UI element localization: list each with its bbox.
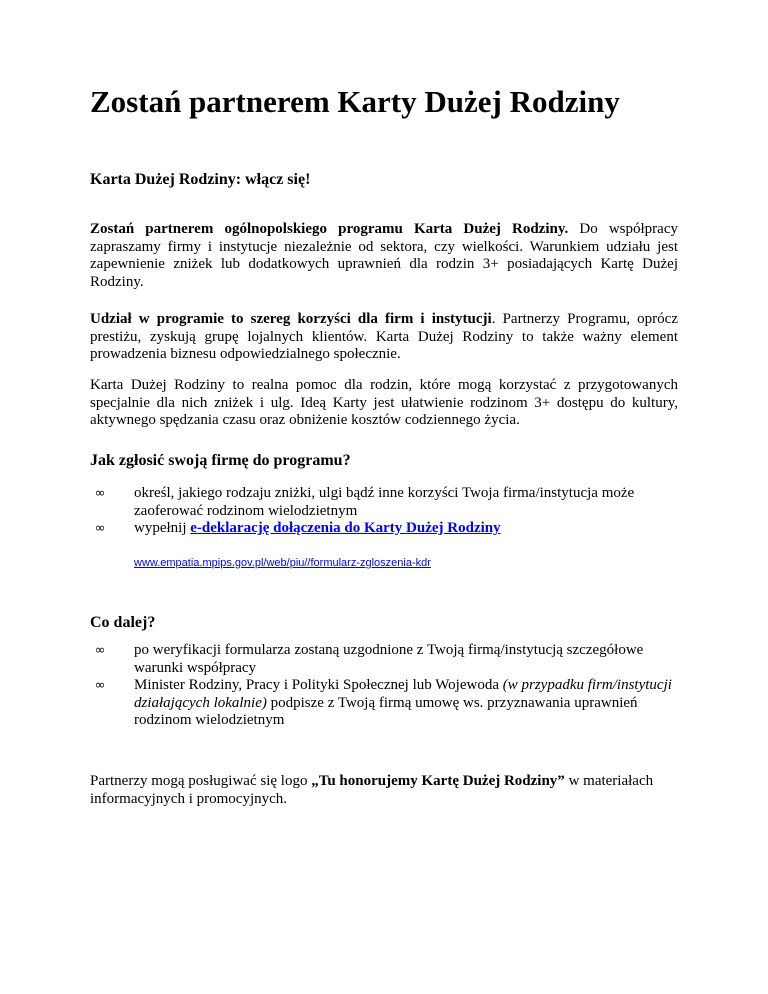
e-declaration-link[interactable]: e-deklarację dołączenia do Karty Dużej Rodziny xyxy=(190,520,501,537)
paragraph-invitation xyxy=(90,221,678,291)
paragraph-benefits-bold: Udział w programie to szereg korzyści dla firm i instytucji xyxy=(90,311,492,327)
paragraph-invitation-text: Do współpracy zapraszamy firmy i instytucje niezależnie od sektora, czy wielkości. Warunkiem udziału jest zapewnienie zniżek lub dodatkowych uprawnień dla rodzin 3+ posiadających Kartę Dużej Rodziny. xyxy=(90,221,678,290)
paragraph-benefits xyxy=(90,311,678,364)
bullet-infinity-icon: ∞ xyxy=(94,678,106,694)
list-item-text: Minister Rodziny, Pracy i Polityki Społecznej lub Wojewoda xyxy=(134,677,503,694)
apply-steps-list xyxy=(90,485,678,538)
list-item xyxy=(90,520,678,538)
logo-info-suffix: w materiałach informacyjnych i promocyjnych. xyxy=(90,773,654,807)
logo-info-prefix: Partnerzy mogą posługiwać się logo xyxy=(90,773,312,789)
list-item-text: określ, jakiego rodzaju zniżki, ulgi bądź inne korzyści Twoja firma/instytucja może zaoferować rodzinom wielodzietnym xyxy=(134,485,635,519)
bullet-infinity-icon: ∞ xyxy=(94,521,106,537)
list-item-text: po weryfikacji formularza zostaną uzgodnione z Twoją firmą/instytucją szczegółowe warunki współpracy xyxy=(134,642,644,676)
logo-info-bold: „Tu honorujemy Kartę Dużej Rodziny” xyxy=(311,773,565,789)
paragraph-real-help: Karta Dużej Rodziny to realna pomoc dla rodzin, które mogą korzystać z przygotowanych specjalnie dla nich zniżek i ulg. Ideą Karty jest ułatwienie rodzinom 3+ dostępu do kultury, aktywnego spędzania czasu oraz obniżenie kosztów codziennego życia. xyxy=(90,377,678,429)
list-item xyxy=(90,485,678,520)
section-heading-how-to-apply: Jak zgłosić swoją firmę do programu? xyxy=(90,452,351,469)
section-heading-what-next: Co dalej? xyxy=(90,614,156,631)
bullet-infinity-icon: ∞ xyxy=(94,486,106,501)
form-url-link[interactable]: www.empatia.mpips.gov.pl/web/piu//formularz-zgloszenia-kdr xyxy=(134,557,431,569)
list-item xyxy=(90,677,678,730)
list-item-text: wypełnij xyxy=(134,520,191,537)
page-title: Zostań partnerem Karty Dużej Rodziny xyxy=(90,84,620,119)
paragraph-benefits-text: . Partnerzy Programu, oprócz prestiżu, zyskują grupę lojalnych klientów. Karta Dużej Rodziny to także ważny element prowadzenia biznesu odpowiedzialnego społecznie. xyxy=(90,311,678,363)
next-steps-list xyxy=(90,642,678,730)
list-item-text-suffix: podpisze z Twoją firmą umowę ws. przyznawania uprawnień rodzinom wielodzietnym xyxy=(134,694,638,729)
section-heading-join: Karta Dużej Rodziny: włącz się! xyxy=(90,171,311,188)
paragraph-logo-info xyxy=(90,773,678,808)
list-item xyxy=(90,642,678,677)
bullet-infinity-icon: ∞ xyxy=(94,643,106,658)
list-item-italic: (w przypadku firm/instytucji działających lokalnie) xyxy=(134,677,672,711)
paragraph-invitation-bold: Zostań partnerem ogólnopolskiego programu Karta Dużej Rodziny. xyxy=(90,221,569,237)
